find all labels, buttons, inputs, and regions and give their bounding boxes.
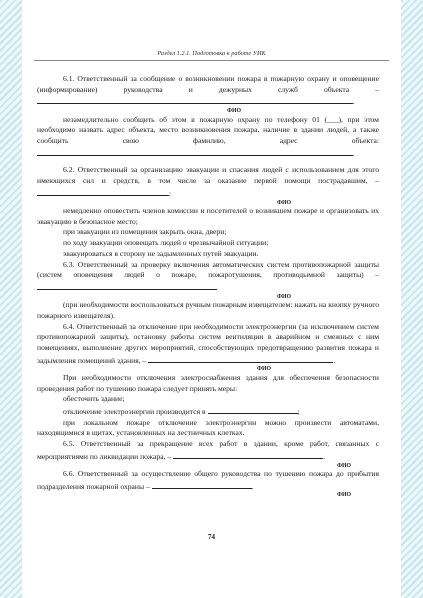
fill-in-blank bbox=[37, 187, 169, 196]
fill-in-blank bbox=[37, 147, 353, 156]
paragraph-6-6-text: 6.6. Ответственный за осуществление общего руководства по тушению пожара до прибытия подразделения пожарной охраны – bbox=[37, 469, 379, 491]
paragraph-text: при локальном пожаре отключение электроэнергии можно произвести автоматами, находящимися в щитах, установленных на лестничных клетках. bbox=[37, 417, 379, 438]
fio-caption: ФИО bbox=[227, 108, 241, 115]
paragraph-6-2: 6.2. Ответственный за организацию эвакуации и спасания людей с использованием для этого имеющихся сил и средств, в том числе за оказание первой помощи пострадавшим, – : ФИО bbox=[37, 165, 379, 206]
fill-in-blank bbox=[152, 480, 252, 489]
running-header: Раздел 1.2.1. Подготовка к работе УИК bbox=[157, 50, 266, 57]
paragraph-6-1: 6.1. Ответственный за сообщение о возникновении пожара в пожарную охрану и оповещение (информирование) руководства и дежурных служб объекта – . ФИО bbox=[37, 74, 379, 115]
paragraph-6-5: 6.5. Ответственный за прекращение всех работ в здании, кроме работ, связанных с мероприятиями по ликвидации пожара, – . ФИО bbox=[37, 439, 379, 469]
paragraph-6-1-instruction: незамедлительно сообщить об этом в пожарную охрану по телефону 01 (___), при этом необходимо назвать адрес объекта, место возникновения пожара, наличие в здании людей, а также сообщить свою фамилию, адрес объекта: . bbox=[37, 114, 379, 158]
header-divider bbox=[34, 60, 389, 61]
paragraph-text: (при необходимости воспользоваться ручным пожарным извещателем: нажать на кнопку ручного пожарного извещателя). bbox=[37, 300, 379, 320]
fio-caption: ФИО bbox=[337, 462, 351, 469]
paragraph-6-3 bbox=[37, 260, 379, 301]
fio-caption: ФИО bbox=[257, 366, 271, 373]
right-border-stripe bbox=[401, 0, 423, 598]
paragraph-text: при эвакуации из помещения закрыть окна, двери; bbox=[63, 227, 227, 237]
paragraph-6-3-text: 6.3. Ответственный за проверку включения автоматических систем противопожарной защиты (систем оповещения людей о пожаре, пожаротушения, противодымной защиты) – bbox=[37, 259, 379, 280]
fio-caption: ФИО bbox=[337, 492, 351, 499]
fill-in-blank bbox=[37, 95, 353, 104]
paragraph-text: отключение электроэнергии производится в bbox=[63, 406, 206, 416]
fill-in-blank bbox=[148, 354, 333, 363]
paragraph-text: незамедлительно сообщить об этом в пожарную охрану по телефону 01 (___), при этом необходимо назвать адрес объекта, место возникновения пожара, наличие в здании людей, а также сообщить свою фамилию, адрес объекта: bbox=[37, 114, 379, 146]
paragraph-text: эвакуироваться в сторону не задымленных путей эвакуации. bbox=[63, 248, 259, 258]
fill-in-blank bbox=[37, 281, 217, 290]
paragraph-6-2-text: 6.2. Ответственный за организацию эвакуации и спасания людей с использованием для этого имеющихся сил и средств, в том числе за оказание первой помощи пострадавшим, – bbox=[37, 165, 379, 186]
paragraph-6-5-text: 6.5. Ответственный за прекращение всех работ в здании, кроме работ, связанных с мероприятиями по ликвидации пожара, – bbox=[37, 439, 379, 461]
fill-in-blank bbox=[208, 405, 298, 414]
paragraph-6-4-text: 6.4. Ответственный за отключение при необходимости электроэнергии (за исключением систем противопожарной защиты), остановку работы систем вентиляции в аварийном и смежных с ним помещениях, выполнение других мероприятий, способствующих предотвращению развития пожара и задымления помещений здания, – bbox=[37, 321, 379, 365]
paragraph-text: немедленно оповестить членов комиссии и посетителей о возникшем пожаре и организовать их эвакуацию в безопасное место; bbox=[37, 206, 379, 226]
page-number: 74 bbox=[208, 533, 215, 541]
fill-in-blank bbox=[173, 450, 323, 459]
paragraph-6-6: 6.6. Ответственный за осуществление общего руководства по тушению пожара до прибытия подразделения пожарной охраны – . ФИО bbox=[37, 469, 379, 499]
paragraph-6-1-text: 6.1. Ответственный за сообщение о возникновении пожара в пожарную охрану и оповещение (информирование) руководства и дежурных служб объекта – bbox=[37, 74, 379, 94]
paragraph-text: При необходимости отключения электроснабжения здания для обеспечения безопасности проведения работ по тушению пожара следует принять меры: bbox=[37, 372, 379, 393]
paragraph-text: обесточить здание; bbox=[63, 394, 125, 404]
paragraph-text: по ходу эвакуации оповещать людей о чрезвычайной ситуации; bbox=[63, 238, 269, 248]
fio-caption: ФИО bbox=[277, 293, 291, 300]
document-page bbox=[22, 0, 401, 598]
document-body bbox=[37, 74, 379, 499]
paragraph-6-4: 6.4. Ответственный за отключение при необходимости электроэнергии (за исключением систем противопожарной защиты), остановку работы систем вентиляции в аварийном и смежных с ним помещениях, выполнение других мероприятий, способствующих предотвращению развития пожара и задымления помещений здания, – . ФИО bbox=[37, 321, 379, 373]
left-border-stripe bbox=[0, 0, 22, 598]
fio-caption: ФИО bbox=[277, 199, 291, 206]
paragraph-6-4-shutoff: отключение электроэнергии производится в ; bbox=[63, 406, 300, 416]
